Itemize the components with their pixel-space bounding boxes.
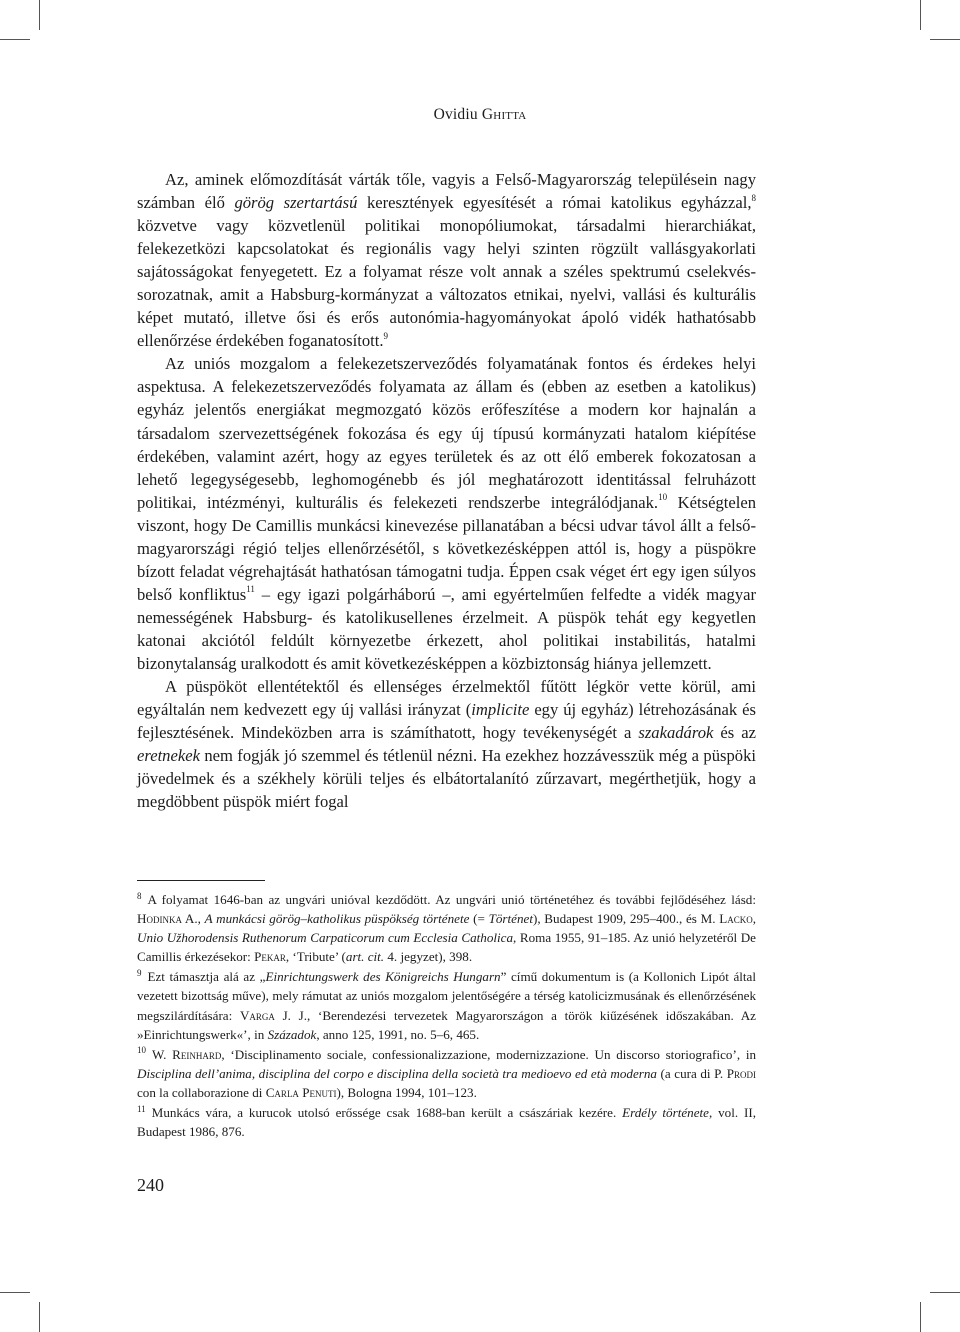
footnote-ref: 8 bbox=[751, 192, 757, 203]
running-head bbox=[0, 106, 960, 124]
footnote-rule bbox=[137, 880, 265, 881]
crop-mark bbox=[930, 1292, 960, 1293]
running-head-author-first: Ovidiu bbox=[433, 106, 478, 123]
footnote-marker: 9 bbox=[137, 968, 142, 979]
italic-text: szakadárok bbox=[638, 723, 714, 743]
footnote: $^9$ Ezt támasztja alá az „Einrichtungswerk des Königreichs Hungarn” című dokumentum is (a Kollonich Lipót által vezetett bizottság műve), mely rámutat az uniós mozgalom jelentőségére a térség katolicizmusának és ellenőrzésének megszilárdítására: Varga J. J., ‘Berendezési tervezetek Magyarországon a török kiűzésének időszakában. Az »Einrichtungswerk«’, in Századok, anno 125, 1991, no. 5–6, 465. bbox=[137, 968, 756, 1042]
footnote: $^{10}$ W. Reinhard, ‘Disciplinamento sociale, confessionalizzazione, modernizzazione. Un discorso storiografico’, in Disciplina dell’anima, disciplina del corpo e disciplina della società tra medioevo ed età moderna (a cura di P. Prodi con la collaborazione di Carla Penuti), Bologna 1994, 101–123. bbox=[137, 1045, 757, 1100]
body-text bbox=[137, 168, 756, 813]
italic-text: Einrichtungswerk des Königreichs Hungarn bbox=[265, 969, 501, 985]
author-name: Prodi bbox=[726, 1065, 757, 1081]
footnote: $^8$ A folyamat 1646-ban az ungvári unióval kezdődött. Az ungvári unió történetéhez és további fejlődéséhez lásd: Hodinka A., A munkácsi görög–katholikus püspökség története (= Történet), Budapest 1909, 295–400., és M. Lacko, Unio Užhorodensis Ruthenorum Carpaticorum cum Ecclesia Catholica, Roma 1955, 91–185. Az unió helyzetéről De Camillis érkezésekor: Pekar, ‘Tribute’ (art. cit. 4. jegyzet), 398. bbox=[137, 890, 757, 965]
italic-text: eretnekek bbox=[137, 746, 200, 766]
italic-text: Történet bbox=[488, 911, 533, 927]
footnote-marker: 11 bbox=[137, 1103, 146, 1114]
footnote-marker: 10 bbox=[137, 1045, 146, 1056]
italic-text: Századok bbox=[267, 1026, 317, 1042]
italic-text: Disciplina dell’anima, disciplina del corpo e disciplina della società tra medioevo ed età moderna bbox=[137, 1065, 657, 1081]
crop-mark bbox=[39, 1302, 40, 1332]
author-name: Hodinka bbox=[137, 911, 182, 927]
crop-mark bbox=[39, 0, 40, 30]
paragraph: Az uniós mozgalom a felekezetszerveződés folyamatának fontos és érdekes helyi aspektusa. A felekezetszerveződés folyamata az állam és (ebben az esetben a katolikus) egyház jelentős energiákat megmozgató közös erőfeszítése a modern kor hajnalán a társadalom szervezettségének fokozása és egy új típusú kormányzati hatalom kiépítése érdekében, valamint azért, hogy az egyes területek és az ott élő emberek fokozatosan a lehető legegységesebb, leghomogénebb és jól meghatározott identitással felruházott politikai, intézményi, kulturális és felekezeti rendszerbe integrálódjanak.$^{10}$ Kétségtelen viszont, hogy De Camillis munkácsi kinevezése pillanatában a bécsi udvar távol állt a felső-magyarországi régió teljes ellenőrzésétől, s következésképpen attól is, hogy a püspökre bízott feladat végrehajtását hathatósan támogatni tudja. Éppen csak véget ért egy igen súlyos belső konfliktus$^{11}$ – egy igazi polgárháború –, ami egyértelműen felfedte a vidék magyar nemességének Habsburg- és katolikusellenes érzelmeit. A püspök tehát egy kegyetlen katonai akciótól feldúlt környezetbe érkezett, ahol politikai instabilitás, hatalmi bizonytalanság uralkodott és amit következésképpen a közbiztonság hiánya jellemzett. bbox=[137, 354, 757, 673]
author-name: Carla Penuti bbox=[265, 1084, 337, 1100]
author-name: Varga bbox=[239, 1007, 275, 1023]
paragraph: Az, aminek előmozdítását várták tőle, vagyis a Felső-Magyarország településein nagy számban élő görög szertartású keresztények egyesítését a római katolikus egyházzal,$^8$ közvetve vagy közvetlenül politikai monopóliumokat, társadalmi hierarchiákat, felekezetközi kapcsolatokat és regionális vagy helyi szinten rögzült vallásgyakorlati sajátosságokat fenyegetett. Ez a folyamat része volt annak a széles spektrumú cselekvés-sorozatnak, amit a Habsburg-kormányzat a változatos etnikai, nyelvi, vallási és kulturális képet mutató, illetve ősi és erős autonómia-hagyományokat ápoló vidék hathatósabb ellenőrzése érdekében foganatosított.$^9$ bbox=[137, 170, 757, 351]
crop-mark bbox=[920, 0, 921, 30]
footnote: $^{11}$ Munkács vára, a kurucok utolsó erőssége csak 1688-ban került a császáriak kezére. Erdély története, vol. II, Budapest 1986, 876. bbox=[137, 1103, 756, 1140]
running-head-author-last: Ghitta bbox=[481, 106, 527, 123]
footnote-ref: 9 bbox=[383, 330, 388, 341]
footnotes bbox=[137, 890, 756, 1142]
crop-mark bbox=[920, 1302, 921, 1332]
author-name: Lacko bbox=[719, 911, 753, 927]
italic-text: A munkácsi görög–katholikus püspökség története bbox=[204, 911, 470, 927]
crop-mark bbox=[0, 39, 30, 40]
page-number: 240 bbox=[137, 1175, 164, 1195]
italic-text: Erdély története bbox=[622, 1105, 709, 1121]
paragraph: A püspököt ellentétektől és ellenséges érzelmektől fűtött légkör vette körül, ami egyáltalán nem kedvezett egy új vallási irányzat (implicite egy új egyház) létrehozásának és fejlesztésének. Mindeközben arra is számíthatott, hogy tevékenységét a szakadárok és az eretnekek nem fogják jó szemmel és tétlenül nézni. Ha ezekhez hozzávesszük még a püspöki jövedelmek és a székhely körüli teljes és elbátortalanító zűrzavart, megérthetjük, hogy a megdöbbent püspök miért fogal bbox=[137, 677, 756, 812]
author-name: Pekar bbox=[254, 949, 286, 965]
italic-text: implicite bbox=[471, 700, 530, 720]
crop-mark bbox=[0, 1292, 30, 1293]
crop-mark bbox=[930, 39, 960, 40]
italic-text: Unio Užhorodensis Ruthenorum Carpaticorum cum Ecclesia Catholica bbox=[137, 930, 514, 946]
footnote-ref: 11 bbox=[246, 584, 255, 595]
footnote-marker: 8 bbox=[137, 890, 142, 901]
italic-text: art. cit. bbox=[345, 949, 385, 965]
author-name: Reinhard bbox=[172, 1046, 222, 1062]
italic-text: görög szertartású bbox=[234, 193, 358, 213]
footnote-ref: 10 bbox=[658, 492, 668, 503]
